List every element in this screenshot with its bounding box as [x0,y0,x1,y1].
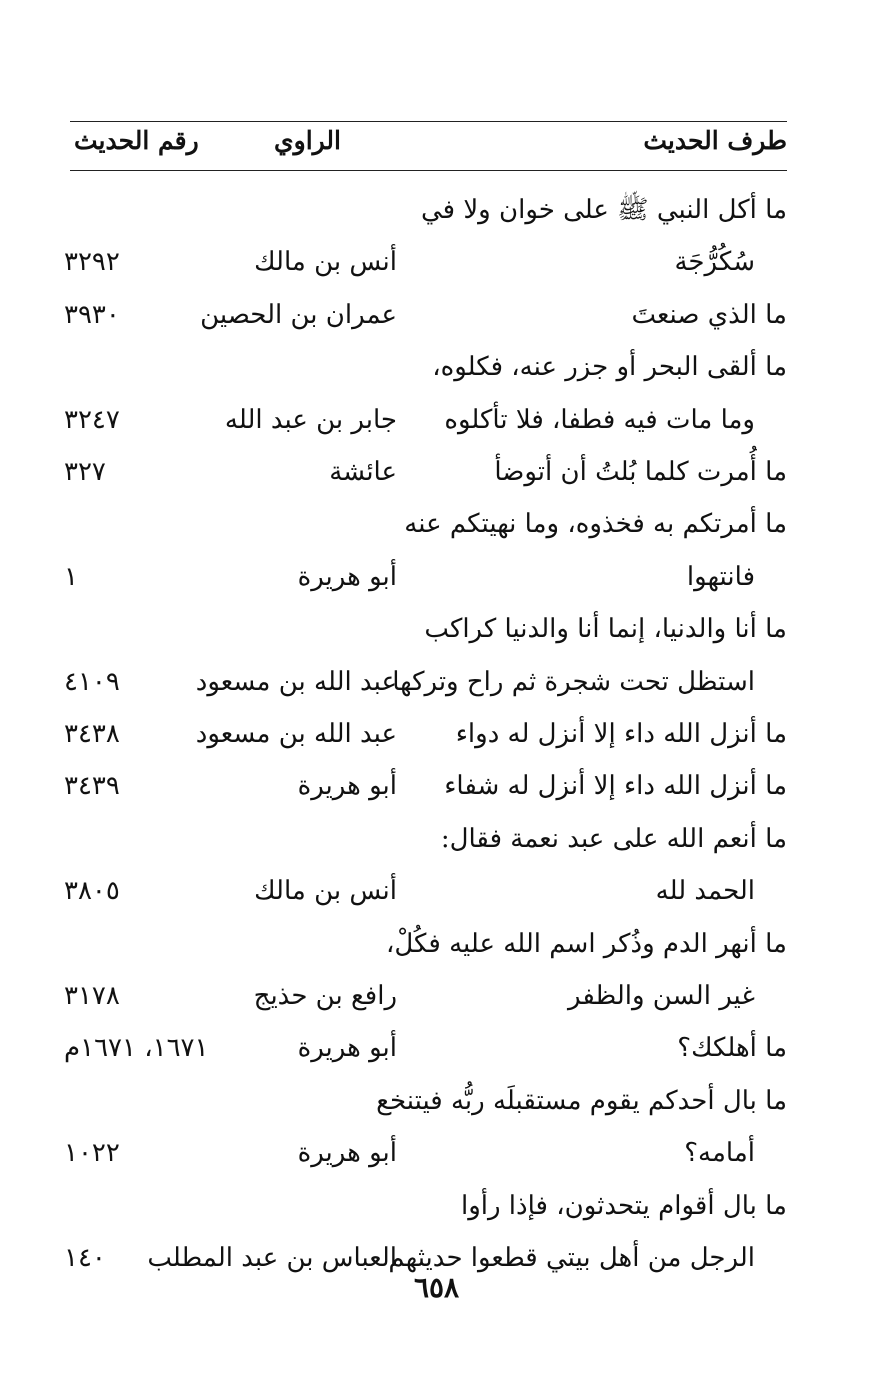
hadith-text: ما الذي صنعتَ [631,299,787,330]
narrator: أنس بن مالك [254,247,397,278]
header-narrator: الراوي [274,126,341,155]
hadith-text: أمامه؟ [684,1138,755,1169]
hadith-text: ما أنعم الله على عبد نعمة فقال: [440,823,787,854]
table-row [0,184,873,236]
table-row [0,656,873,708]
hadith-text: ما أنهر الدم وذُكر اسم الله عليه فكُلْ، [385,928,787,959]
hadith-number: ٣٢٤٧ [64,404,120,435]
hadith-text: ما أمرتكم به فخذوه، وما نهيتكم عنه [404,509,787,540]
page-number: ٦٥٨ [413,1271,460,1304]
table-row [0,970,873,1022]
table-row [0,498,873,550]
narrator: أبو هريرة [297,1033,397,1064]
hadith-text: ما بال أقوام يتحدثون، فإذا رأوا [460,1190,787,1221]
hadith-number: ٣٩٣٠ [64,299,120,330]
hadith-text: الرجل من أهل بيتي قطعوا حديثهم [388,1243,755,1273]
hadith-text: ما أهلكك؟ [677,1033,787,1064]
hadith-text: ما أكل النبي ﷺ على خوان ولا في [420,195,787,225]
hadith-text: الحمد لله [655,876,755,907]
narrator: عائشة [329,457,397,487]
header-top-rule [70,121,787,122]
table-row [0,813,873,865]
hadith-number: ٣١٧٨ [64,981,120,1011]
table-row [0,603,873,655]
narrator: عمران بن الحصين [200,299,397,330]
table-row [0,394,873,446]
narrator: أبو هريرة [297,561,397,592]
hadith-text: استظل تحت شجرة ثم راح وتركها [392,666,755,697]
table-row [0,708,873,760]
hadith-number: ١٤٠ [64,1243,106,1273]
hadith-text: ما أنزل الله داء إلا أنزل له دواء [455,719,787,749]
narrator: أبو هريرة [297,1138,397,1169]
table-row [0,1180,873,1232]
table-row [0,1022,873,1074]
hadith-number: ٣٨٠٥ [64,876,120,907]
narrator: أبو هريرة [297,771,397,802]
narrator: رافع بن حذيج [253,981,397,1011]
table-row [0,446,873,498]
hadith-number: ١٠٢٢ [64,1138,120,1169]
hadith-text: غير السن والظفر [568,981,755,1011]
narrator: العباس بن عبد المطلب [147,1243,397,1273]
hadith-number: ٣٤٣٩ [64,771,120,802]
hadith-text: ما أنزل الله داء إلا أنزل له شفاء [444,771,787,802]
header-hadith-number: رقم الحديث [74,126,199,155]
table-row [0,341,873,393]
hadith-text: ما أُمرت كلما بُلتُ أن أتوضأ [494,457,787,487]
hadith-number: ١ [64,561,78,592]
table-row [0,865,873,917]
narrator: عبد الله بن مسعود [195,666,397,697]
hadith-number: ٣٢٧ [64,457,106,487]
table-row [0,1127,873,1179]
hadith-text: ما أنا والدنيا، إنما أنا والدنيا كراكب [424,614,787,645]
table-row [0,289,873,341]
hadith-text: سُكُرُّجَة [674,247,755,278]
header-bottom-rule [70,170,787,171]
hadith-text: وما مات فيه فطفا، فلا تأكلوه [444,404,755,435]
hadith-number: ٣٢٩٢ [64,247,120,278]
table-row [0,1075,873,1127]
hadith-text: ما بال أحدكم يقوم مستقبلَه ربُّه فيتنخع [376,1085,787,1116]
hadith-number: ٣٤٣٨ [64,719,120,749]
table-row [0,551,873,603]
header-hadith-text: طرف الحديث [643,126,787,155]
table-row [0,236,873,288]
hadith-number: ١٦٧١، ١٦٧١م [64,1033,209,1064]
table-row [0,918,873,970]
hadith-text: فانتهوا [686,561,755,592]
narrator: جابر بن عبد الله [224,404,397,435]
narrator: أنس بن مالك [254,876,397,907]
hadith-text: ما ألقى البحر أو جزر عنه، فكلوه، [432,352,787,383]
hadith-number: ٤١٠٩ [64,666,120,697]
narrator: عبد الله بن مسعود [195,719,397,749]
table-row [0,760,873,812]
